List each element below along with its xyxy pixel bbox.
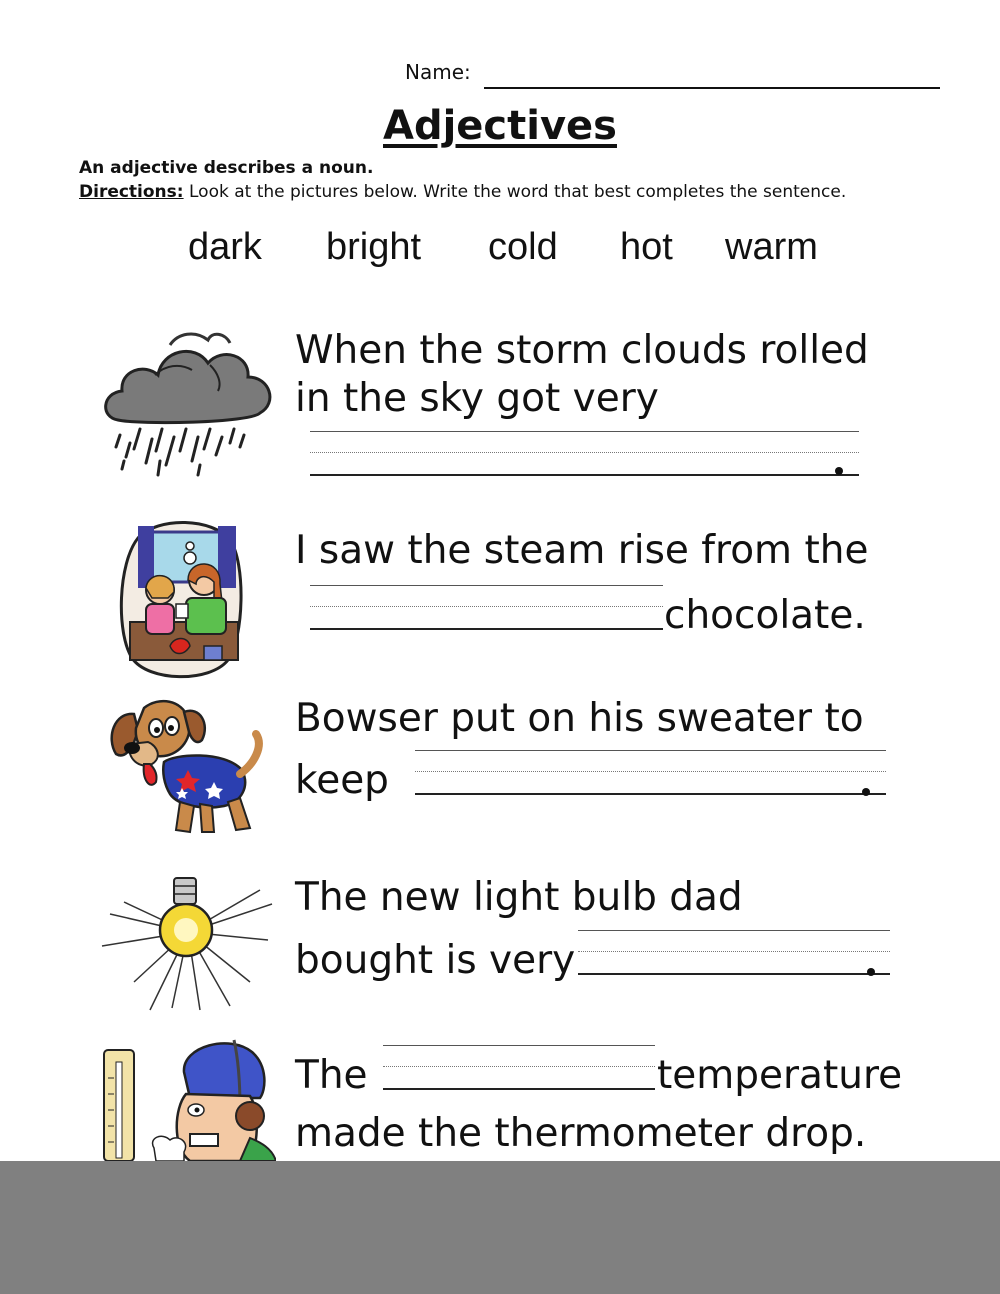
q4-period bbox=[867, 968, 875, 976]
directions-label: Directions: bbox=[79, 182, 184, 202]
word-bank-cold: cold bbox=[488, 226, 558, 268]
q2-line2: chocolate. bbox=[664, 593, 866, 638]
q3-line1: Bowser put on his sweater to bbox=[295, 696, 864, 741]
word-bank-dark: dark bbox=[188, 226, 262, 268]
q3-answer-line[interactable] bbox=[415, 750, 886, 794]
directions-text bbox=[79, 182, 846, 202]
dog-sweater-icon bbox=[104, 694, 268, 842]
q3-period bbox=[862, 788, 870, 796]
q1-answer-line[interactable] bbox=[310, 431, 859, 475]
q1-line2: in the sky got very bbox=[295, 376, 659, 421]
page-title: Adjectives bbox=[383, 103, 617, 149]
q5-line1-start: The bbox=[295, 1053, 368, 1098]
q5-line1-end: temperature bbox=[657, 1053, 903, 1098]
q5-answer-line[interactable] bbox=[383, 1045, 655, 1089]
hot-chocolate-icon bbox=[118, 518, 243, 680]
q2-answer-line[interactable] bbox=[310, 585, 663, 629]
q4-answer-line[interactable] bbox=[578, 930, 890, 974]
word-bank-hot: hot bbox=[620, 226, 673, 268]
light-bulb-icon bbox=[100, 872, 276, 1012]
q2-line1: I saw the steam rise from the bbox=[295, 528, 869, 573]
q4-line1: The new light bulb dad bbox=[295, 875, 743, 920]
name-label: Name: bbox=[405, 60, 471, 84]
directions-body: Look at the pictures below. Write the word that best completes the sentence. bbox=[183, 182, 847, 202]
word-bank-warm: warm bbox=[725, 226, 818, 268]
q1-period bbox=[835, 467, 843, 475]
q3-line2: keep bbox=[295, 758, 389, 803]
cold-person-thermometer-icon bbox=[100, 1038, 276, 1161]
name-input-line[interactable] bbox=[484, 87, 940, 89]
storm-cloud-icon bbox=[100, 325, 276, 485]
word-bank-bright: bright bbox=[326, 226, 422, 268]
q5-line2: made the thermometer drop. bbox=[295, 1111, 867, 1156]
q4-line2: bought is very bbox=[295, 938, 576, 983]
definition-text: An adjective describes a noun. bbox=[79, 158, 374, 178]
q1-line1: When the storm clouds rolled bbox=[295, 328, 869, 373]
bottom-gray-bar bbox=[0, 1161, 1000, 1294]
